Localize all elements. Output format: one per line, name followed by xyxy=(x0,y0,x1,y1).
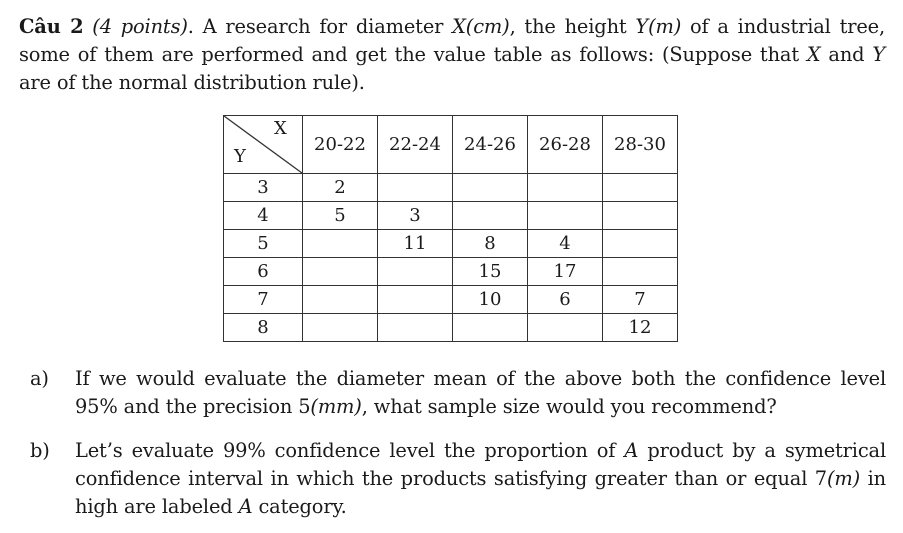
table-row xyxy=(224,314,678,342)
table-cell xyxy=(603,174,678,202)
table-cell: 10 xyxy=(453,286,528,314)
row-header: 5 xyxy=(224,230,303,258)
question-a-text-2: , what sample size would you recommend? xyxy=(361,395,777,418)
statement-text-1: . A research for diameter xyxy=(187,15,453,38)
row-header: 8 xyxy=(224,314,303,342)
variable-y: Y xyxy=(635,15,649,38)
corner-cell xyxy=(224,116,303,174)
question-a-text-1: If we would evaluate the diameter mean of the above both the confidence level 95% and the precision 5 xyxy=(75,367,886,418)
table-cell: 3 xyxy=(378,202,453,230)
table-cell xyxy=(378,174,453,202)
problem-statement xyxy=(19,13,885,97)
variable-x: X xyxy=(452,15,466,38)
question-b-text-3: in high are labeled xyxy=(75,467,887,518)
table-cell: 6 xyxy=(528,286,603,314)
table-cell: 8 xyxy=(453,230,528,258)
column-header: 26-28 xyxy=(528,116,603,174)
table-row xyxy=(224,230,678,258)
table-cell xyxy=(453,202,528,230)
table-header-row xyxy=(224,116,678,174)
table-cell: 11 xyxy=(378,230,453,258)
unit-cm: (cm) xyxy=(465,15,510,38)
statement-text-2: , the height xyxy=(509,15,636,38)
statement-and: and xyxy=(820,43,873,66)
table-cell: 7 xyxy=(603,286,678,314)
table-cell xyxy=(453,314,528,342)
table-cell xyxy=(603,202,678,230)
row-header: 3 xyxy=(224,174,303,202)
variable-a: A xyxy=(624,439,639,462)
table-row xyxy=(224,202,678,230)
question-number: Câu 2 xyxy=(19,15,84,38)
table-row xyxy=(224,258,678,286)
table-cell: 4 xyxy=(528,230,603,258)
row-header: 7 xyxy=(224,286,303,314)
table-cell: 17 xyxy=(528,258,603,286)
table-cell: 2 xyxy=(303,174,378,202)
column-header: 24-26 xyxy=(453,116,528,174)
table-cell xyxy=(303,258,378,286)
table-cell xyxy=(303,230,378,258)
table-row xyxy=(224,286,678,314)
table-cell xyxy=(528,202,603,230)
corner-y-label: Y xyxy=(234,146,246,167)
table-cell: 15 xyxy=(453,258,528,286)
question-b-text-1: Let’s evaluate 99% confidence level the proportion of xyxy=(75,439,625,462)
question-b-text-4: category. xyxy=(252,495,347,518)
table-cell xyxy=(528,314,603,342)
variable-y-2: Y xyxy=(872,43,885,66)
points-label: (4 points) xyxy=(92,15,188,38)
statement-text-3: of a industrial tree, some of them are performed and get the value table as follows: (Suppose that xyxy=(19,15,886,66)
table-cell: 5 xyxy=(303,202,378,230)
question-b-unit: (m) xyxy=(826,467,861,490)
table-cell xyxy=(378,314,453,342)
corner-x-label: X xyxy=(274,118,287,139)
statement-text-4: are of the normal distribution rule). xyxy=(19,71,365,94)
table-row xyxy=(224,174,678,202)
unit-m: (m) xyxy=(648,15,682,38)
question-a-text xyxy=(75,365,886,421)
question-b xyxy=(30,437,886,521)
table-cell xyxy=(303,286,378,314)
question-b-label: b) xyxy=(30,439,50,462)
table-cell xyxy=(303,314,378,342)
question-a-unit: (mm) xyxy=(310,395,362,418)
question-a xyxy=(30,365,886,421)
question-b-text xyxy=(75,437,886,521)
table-cell xyxy=(603,230,678,258)
column-header: 28-30 xyxy=(603,116,678,174)
table-cell xyxy=(603,258,678,286)
column-header: 20-22 xyxy=(303,116,378,174)
row-header: 4 xyxy=(224,202,303,230)
column-header: 22-24 xyxy=(378,116,453,174)
row-header: 6 xyxy=(224,258,303,286)
variable-x-2: X xyxy=(806,43,821,66)
question-a-label: a) xyxy=(30,367,49,390)
value-table xyxy=(223,115,678,342)
question-b-text-2: product by a symetrical confidence interval in which the products satisfying greater than or equal 7 xyxy=(75,439,886,490)
table-cell xyxy=(378,258,453,286)
table-cell xyxy=(528,174,603,202)
table-cell xyxy=(453,174,528,202)
variable-a-2: A xyxy=(238,495,253,518)
table-cell xyxy=(378,286,453,314)
table-cell: 12 xyxy=(603,314,678,342)
